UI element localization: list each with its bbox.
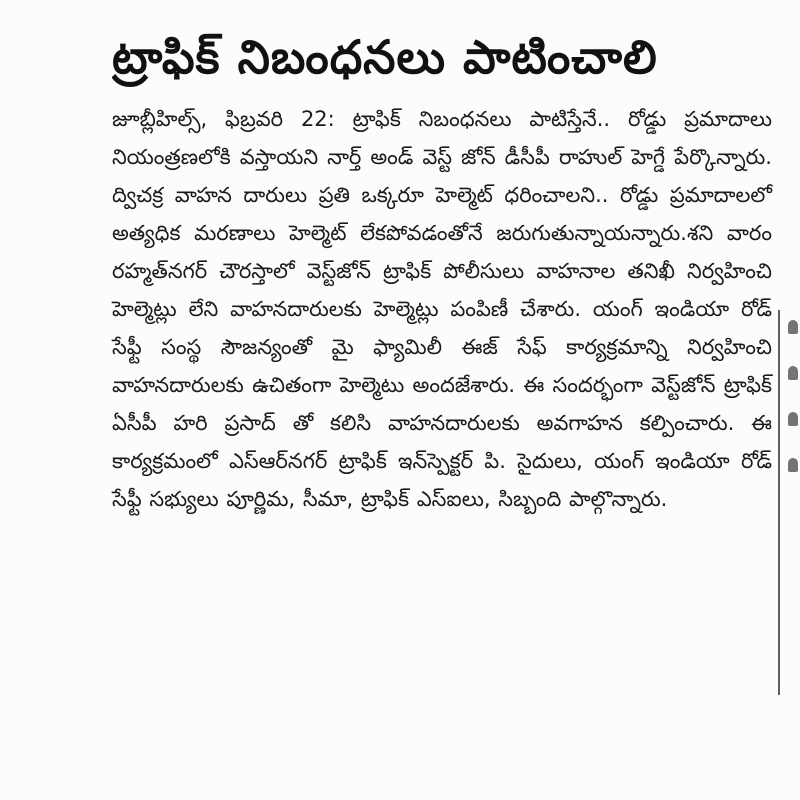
cropped-glyph: [788, 458, 798, 472]
column-divider: [778, 310, 780, 695]
article-headline: ట్రాఫిక్ నిబంధనలు పాటించాలి: [112, 30, 658, 84]
article-body: జూబ్లీహిల్స్, ఫిబ్రవరి 22: ట్రాఫిక్ నిబంధనలు పాటిస్తేనే.. రోడ్డు ప్రమాదాలు నియంత్రణలోకి వస్తాయని నార్త్ అండ్ వెస్ట్ జోన్ డీసీపీ రాహుల్ హెగ్డే పేర్కొన్నారు. ద్విచక్ర వాహన దారులు ప్రతి ఒక్కరూ హెల్మెట్ ధరించాలని.. రోడ్డు ప్రమాదాలలో అత్యధిక మరణాలు హెల్మెట్ లేకపోవడంతోనే జరుగుతున్నాయన్నారు.శని వారం రహ్మత్‌నగర్ చౌరస్తాలో వెస్ట్‌జోన్ ట్రాఫిక్ పోలీసులు వాహనాల తనిఖీ నిర్వహించి హెల్మెట్లు లేని వాహనదారులకు హెల్మెట్లు పంపిణీ చేశారు. యంగ్ ఇండియా రోడ్ సేఫ్టీ సంస్థ సౌజన్యంతో మై ఫ్యామిలీ ఈజ్ సేఫ్ కార్యక్రమాన్ని నిర్వహించి వాహనదారులకు ఉచితంగా హెల్మెటు అందజేశారు. ఈ సందర్భంగా వెస్ట్‌జోన్ ట్రాఫిక్ ఏసీపీ హరి ప్రసాద్ తో కలిసి వాహనదారులకు అవగాహన కల్పించారు. ఈ కార్యక్రమంలో ఎస్ఆర్‌నగర్ ట్రాఫిక్ ఇన్‌స్పెక్టర్ పి. సైదులు, యంగ్ ఇండియా రోడ్ సేఫ్టీ సభ్యులు పూర్ణిమ, సీమా, ట్రాఫిక్ ఎస్ఐలు, సిబ్బంది పాల్గొన్నారు.: [112, 107, 772, 511]
adjacent-column-fragment: [788, 320, 800, 520]
cropped-glyph: [788, 320, 798, 334]
cropped-glyph: [788, 366, 798, 380]
cropped-glyph: [788, 412, 798, 426]
